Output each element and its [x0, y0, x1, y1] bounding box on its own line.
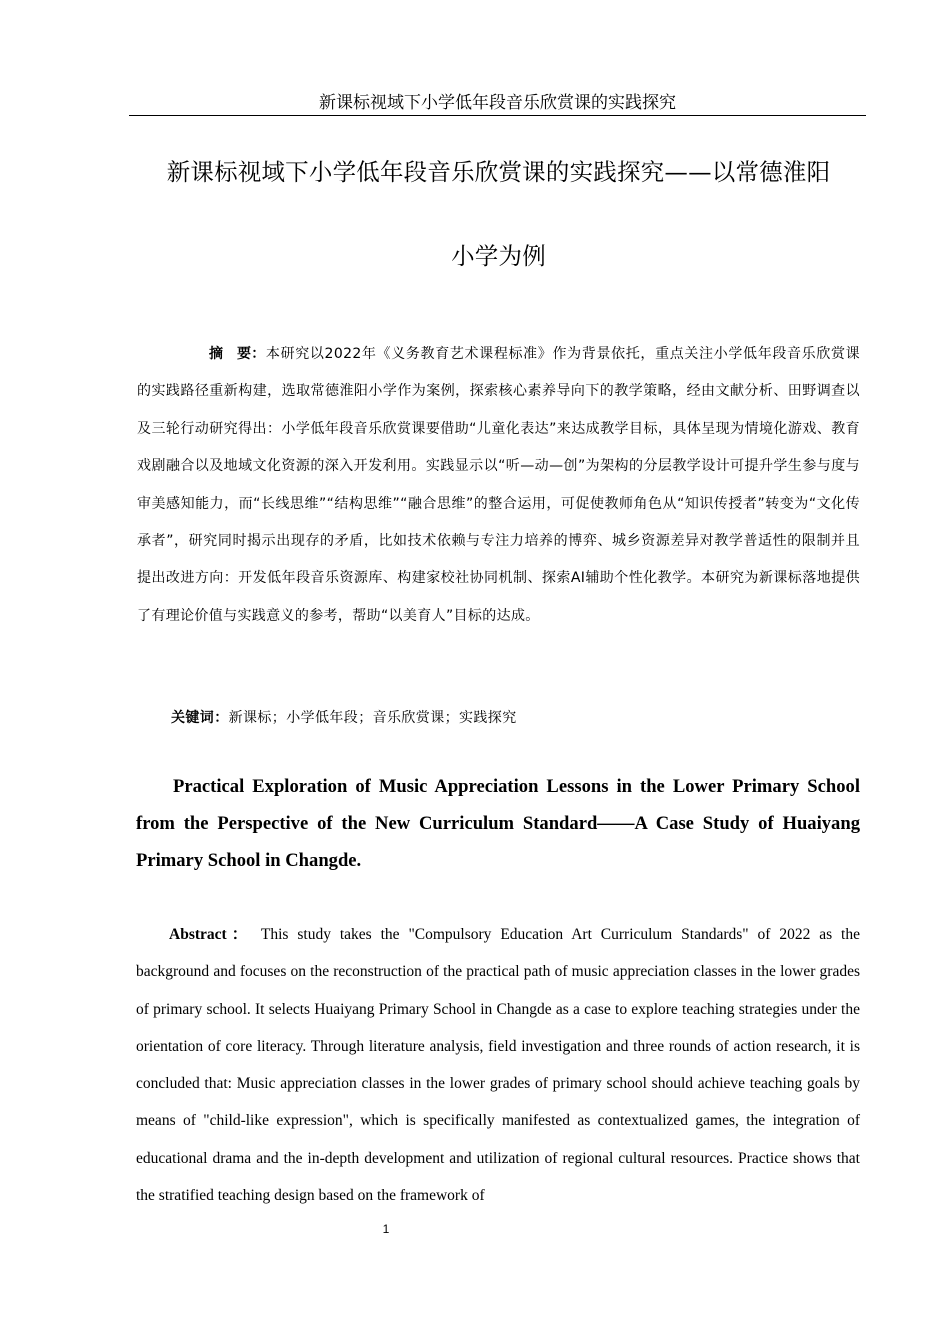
english-abstract [136, 916, 860, 1214]
english-abstract-text: This study takes the "Compulsory Education Art Curriculum Standards" of 2022 as the background and focuses on the reconstruction of the practical path of music appreciation classes in the lower grades of primary school. It selects Huaiyang Primary School in Changde as a case to explore teaching strategies under the orientation of core literacy. Through literature analysis, field investigation and three rounds of action research, it is concluded that: Music appreciation classes in the lower grades of primary school should achieve teaching goals by means of "child-like expression", which is specifically manifested as contextualized games, the integration of educational drama and the in-depth development and utilization of regional cultural resources. Practice shows that the stratified teaching design based on the framework of [136, 926, 860, 1205]
keywords-text: 新课标；小学低年段；音乐欣赏课；实践探究 [228, 710, 517, 726]
chinese-title [137, 150, 860, 278]
english-title: Practical Exploration of Music Appreciation Lessons in the Lower Primary School from the Perspective of the New Curriculum Standard——A Case Study of Huaiyang Primary School in Changde. [136, 776, 860, 872]
chinese-title-line-1: 新课标视域下小学低年段音乐欣赏课的实践探究——以常德淮阳 [166, 158, 831, 186]
page-number: 1 [382, 1222, 390, 1236]
chinese-keywords [171, 703, 861, 733]
keywords-label: 关键词： [171, 710, 229, 726]
chinese-title-line-2: 小学为例 [451, 242, 546, 270]
running-header: 新课标视域下小学低年段音乐欣赏课的实践探究 [319, 93, 676, 113]
english-abstract-label: Abstract： [169, 926, 253, 943]
chinese-abstract-label [173, 346, 266, 362]
abstract-label-char-2: 要： [237, 346, 266, 362]
abstract-label-char-1: 摘 [209, 346, 224, 362]
chinese-abstract [137, 336, 860, 635]
chinese-abstract-text: 本研究以2022年《义务教育艺术课程标准》作为背景依托，重点关注小学低年段音乐欣赏课的实践路径重新构建，选取常德淮阳小学作为案例，探索核心素养导向下的教学策略，经由文献分析、田野调查以及三轮行动研究得出：小学低年段音乐欣赏课要借助“儿童化表达”来达成教学目标，具体呈现为情境化游戏、教育戏剧融合以及地域文化资源的深入开发利用。实践显示以“听—动—创”为架构的分层教学设计可提升学生参与度与审美感知能力，而“长线思维”“结构思维”“融合思维”的整合运用，可促使教师角色从“知识传授者”转变为“文化传承者”，研究同时揭示出现存的矛盾，比如技术依赖与专注力培养的博弈、城乡资源差异对教学普适性的限制并且提出改进方向：开发低年段音乐资源库、构建家校社协同机制、探索AI辅助个性化教学。本研究为新课标落地提供了有理论价值与实践意义的参考，帮助“以美育人”目标的达成。 [137, 346, 860, 624]
header-rule [129, 115, 866, 116]
